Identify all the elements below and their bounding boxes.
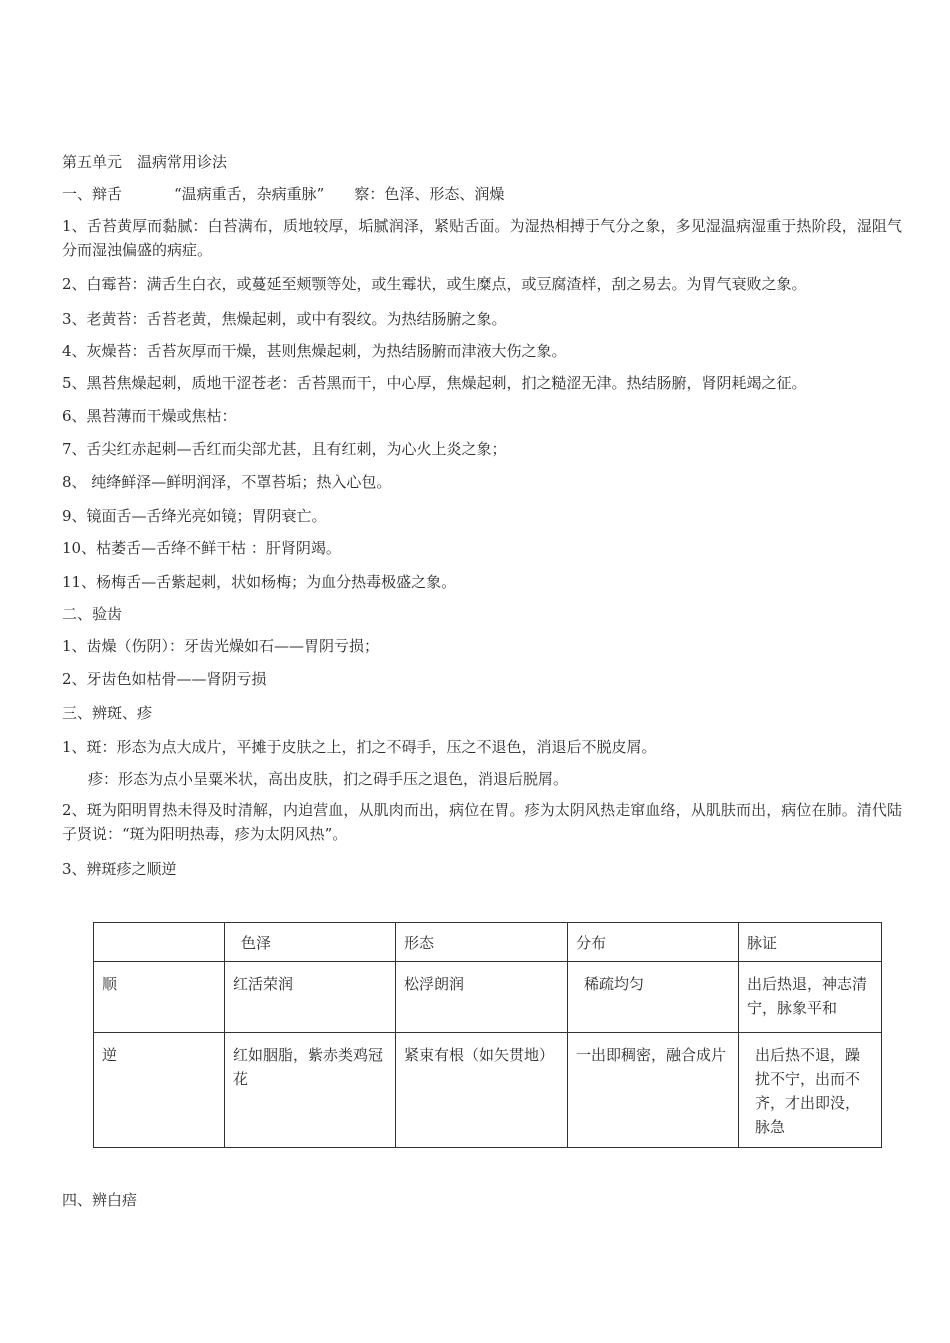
teeth-item-2: 2、牙齿色如枯骨——肾阴亏损 [62, 670, 267, 688]
rash-prognosis-table [93, 922, 882, 1148]
table-cell: 松浮朗润 [396, 962, 568, 1033]
section-baipei-heading: 四、辨白㾦 [62, 1191, 138, 1209]
table-header-row [94, 923, 882, 962]
table-header-cell: 色泽 [225, 923, 396, 962]
tongue-item-9: 9、镜面舌—舌绛光亮如镜；胃阴衰亡。 [62, 507, 327, 525]
tongue-item-7: 7、舌尖红赤起刺—舌红而尖部尤甚，且有红刺，为心火上炎之象； [62, 440, 507, 458]
table-cell: 紧束有根（如矢贯地） [396, 1033, 568, 1148]
table-cell: 红活荣润 [225, 962, 396, 1033]
section-tongue-heading-line [62, 184, 902, 204]
tongue-item-5: 5、黑苔焦燥起刺，质地干涩苍老：舌苔黑而干，中心厚，焦燥起刺，扪之糙涩无津。热结肠腑，肾阴耗竭之征。 [62, 374, 807, 392]
table-header-cell: 脉证 [739, 923, 882, 962]
tongue-item-3: 3、老黄苔：舌苔老黄，焦燥起刺，或中有裂纹。为热结肠腑之象。 [62, 310, 507, 328]
section-tongue-quote: “温病重舌，杂病重脉” [174, 185, 325, 203]
table-cell: 红如胭脂，紫赤类鸡冠花 [225, 1033, 396, 1148]
table-row-label: 逆 [94, 1033, 225, 1148]
tongue-item-11: 11、杨梅舌—舌紫起刺，状如杨梅；为血分热毒极盛之象。 [62, 573, 457, 591]
section-rash-heading: 三、辨斑、疹 [62, 704, 153, 722]
table-cell: 出后热退，神志清宁，脉象平和 [739, 962, 882, 1033]
rash-item-1-zhen: 疹：形态为点小呈粟米状，高出皮肤，扪之碍手压之退色，消退后脱屑。 [88, 770, 569, 788]
table-cell: 出后热不退，躁扰不宁，出而不齐，才出即没，脉急 [739, 1033, 882, 1148]
rash-item-1-ban: 1、斑：形态为点大成片，平摊于皮肤之上，扪之不碍手，压之不退色，消退后不脱皮屑。 [62, 738, 657, 756]
tongue-item-10: 10、枯萎舌—舌绛不鲜干枯 ：肝肾阴竭。 [62, 539, 341, 557]
table-row [94, 962, 882, 1033]
table-header-cell: 分布 [568, 923, 739, 962]
tongue-item-8: 8、 纯绛鲜泽—鲜明润泽，不罩苔垢；热入心包。 [62, 473, 392, 491]
tongue-item-4: 4、灰燥苔：舌苔灰厚而干燥，甚则焦燥起刺，为热结肠腑而津液大伤之象。 [62, 342, 567, 360]
rash-item-2: 2、斑为阳明胃热未得及时清解，内迫营血，从肌肉而出，病位在胃。疹为太阴风热走窜血络，从肌肤而出，病位在肺。清代陆子贤说：“斑为阳明热毒，疹为太阴风热”。 [62, 801, 902, 843]
table-row-label: 顺 [94, 962, 225, 1033]
table-cell: 稀疏均匀 [568, 962, 739, 1033]
section-teeth-heading: 二、验齿 [62, 605, 123, 623]
unit-title: 第五单元 温病常用诊法 [62, 153, 228, 171]
rash-item-3: 3、辨斑疹之顺逆 [62, 860, 177, 878]
table-cell: 一出即稠密，融合成片 [568, 1033, 739, 1148]
tongue-item-1: 1、舌苔黄厚而黏腻：白苔满布，质地较厚，垢腻润泽，紧贴舌面。为湿热相搏于气分之象，多见湿温病湿重于热阶段，湿阻气分而湿浊偏盛的病症。 [62, 217, 902, 259]
section-tongue-heading: 一、辩舌 [62, 185, 123, 203]
table-header-cell [94, 923, 225, 962]
tongue-item-2: 2、白霉苔：满舌生白衣，或蔓延至颊颚等处，或生霉状，或生糜点，或豆腐渣样，刮之易去。为胃气衰败之象。 [62, 275, 807, 293]
tongue-item-6: 6、黑苔薄而干燥或焦枯： [62, 407, 237, 425]
table-row [94, 1033, 882, 1148]
section-tongue-observe: 察：色泽、形态、润燥 [354, 185, 505, 203]
teeth-item-1: 1、齿燥（伤阴）：牙齿光燥如石——胃阴亏损； [62, 637, 380, 655]
table-header-cell: 形态 [396, 923, 568, 962]
